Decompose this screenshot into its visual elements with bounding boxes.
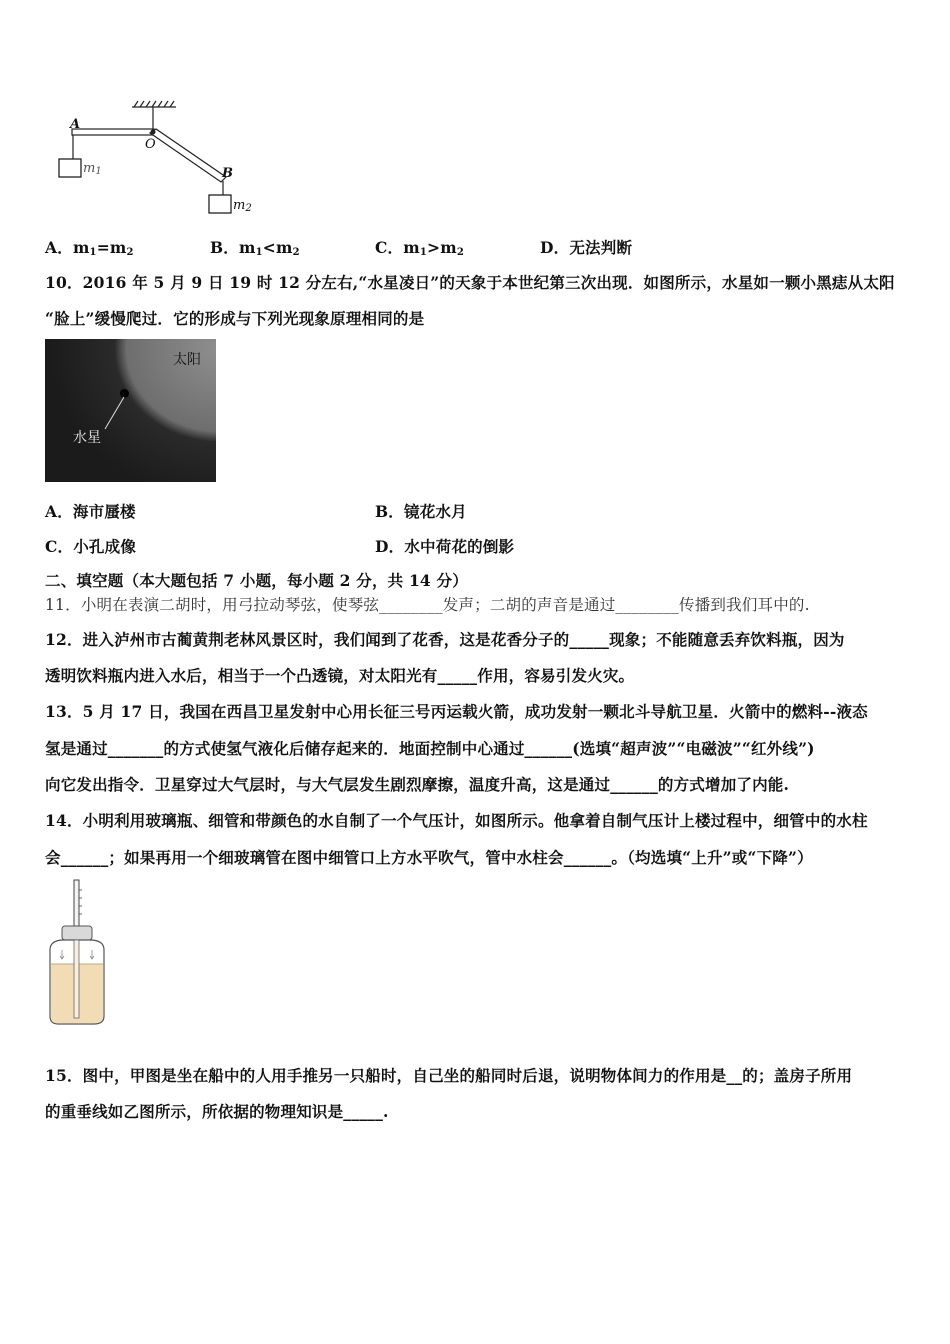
q10-option-c[interactable]: C．小孔成像 <box>45 537 137 556</box>
q14-line1: 14．小明利用玻璃瓶、细管和带颜色的水自制了一个气压计，如图所示。他拿着自制气压计上楼过程中，细管中的水柱 <box>45 811 868 830</box>
q10-option-a[interactable]: A．海市蜃楼 <box>45 502 136 521</box>
q10-option-b[interactable]: B．镜花水月 <box>375 502 467 521</box>
q9-option-a[interactable]: A．$m_1=m_2$ <box>45 238 134 258</box>
photo-label-sun: 太阳 <box>173 352 201 368</box>
label-b: B <box>222 166 233 181</box>
q15-line2: 的重垂线如乙图所示，所依据的物理知识是_____. <box>45 1102 389 1121</box>
q13-line3: 向它发出指令．卫星穿过大气层时，与大气层发生剧烈摩擦，温度升高，这是通过______的方式增加了内能. <box>45 775 790 794</box>
label-m1: $m_1$ <box>83 161 102 177</box>
q9-option-b[interactable]: B．$m_1<m_2$ <box>210 238 300 258</box>
q9-option-d[interactable]: D．无法判断 <box>540 238 633 257</box>
q10-line2: “脸上”缓慢爬过．它的形成与下列光现象原理相同的是 <box>45 309 425 328</box>
lever-arm-ao <box>72 129 154 135</box>
q11-text: 11．小明在表演二胡时，用弓拉动琴弦，使琴弦________发声；二胡的声音是通过________传播到我们耳中的. <box>45 596 810 614</box>
q12-line2: 透明饮料瓶内进入水后，相当于一个凸透镜，对太阳光有_____作用，容易引发火灾。 <box>45 666 635 685</box>
ceiling-support <box>132 101 176 131</box>
q13-line1: 13．5 月 17 日，我国在西昌卫星发射中心用长征三号丙运载火箭，成功发射一颗北斗导航卫星．火箭中的燃料--液态 <box>45 702 868 721</box>
lever-arm-ob <box>150 129 226 182</box>
bottle-cap <box>62 926 92 940</box>
barometer-bottle-diagram <box>44 878 124 1028</box>
q15-line1: 15．图中，甲图是坐在船中的人用手推另一只船时，自己坐的船同时后退，说明物体间力的作用是__的；盖房子所用 <box>45 1066 853 1085</box>
mass-m1 <box>59 159 81 177</box>
photo-label-mercury: 水星 <box>73 430 101 446</box>
q12-line1: 12．进入泸州市古蔺黄荆老林风景区时，我们闻到了花香，这是花香分子的_____现象；不能随意丢弃饮料瓶，因为 <box>45 630 845 649</box>
q10-line1: 10．2016 年 5 月 9 日 19 时 12 分左右,“水星凌日”的天象于本世纪第三次出现．如图所示，水星如一颗小黑痣从太阳 <box>45 273 895 292</box>
label-o: O <box>145 137 156 152</box>
sun-transit-photo <box>45 339 216 482</box>
mass-m2 <box>209 195 231 213</box>
section-heading-fill-in: 二、填空题（本大题包括 7 小题，每小题 2 分，共 14 分） <box>45 571 468 590</box>
q10-option-d[interactable]: D．水中荷花的倒影 <box>375 537 515 556</box>
lever-diagram <box>40 95 340 225</box>
label-m2: $m_2$ <box>233 198 252 214</box>
label-a: A <box>70 117 81 132</box>
q9-option-c[interactable]: C．$m_1>m_2$ <box>375 238 464 258</box>
q14-line2: 会______；如果再用一个细玻璃管在图中细管口上方水平吹气，管中水柱会______。（均选填“上升”或“下降”） <box>45 848 813 867</box>
pivot-point <box>151 130 156 135</box>
q13-line2: 氢是通过_______的方式使氢气液化后储存起来的．地面控制中心通过______(选填“超声波”“电磁波”“红外线”) <box>45 739 815 758</box>
